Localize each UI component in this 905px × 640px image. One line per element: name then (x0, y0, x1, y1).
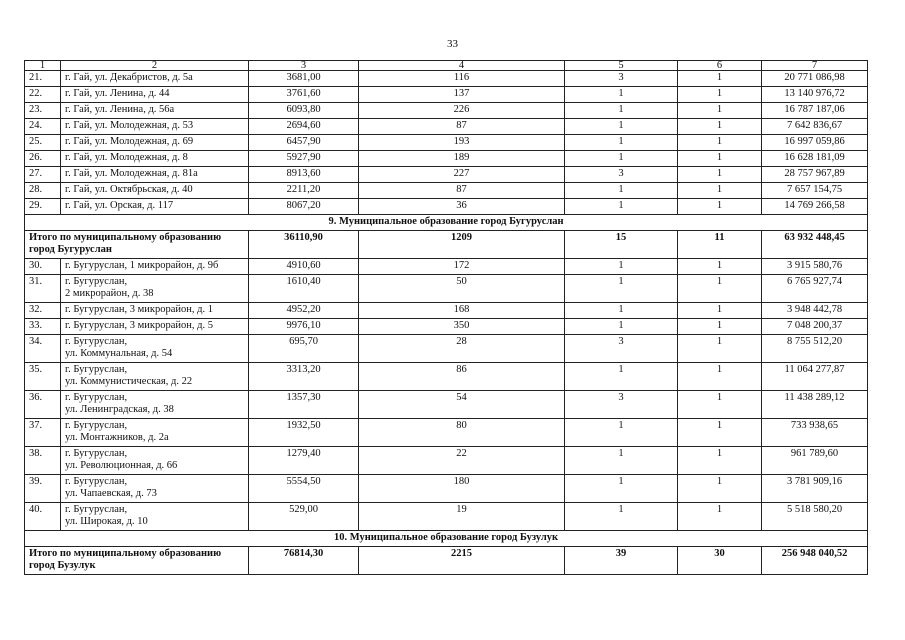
total-value: 256 948 040,52 (762, 547, 868, 575)
area-cell: 1357,30 (249, 391, 359, 419)
area-cell: 8067,20 (249, 199, 359, 215)
address-cell: г. Гай, ул. Молодежная, д. 8 (61, 151, 249, 167)
address-cell: г. Бугуруслан, 3 микрорайон, д. 5 (61, 319, 249, 335)
count-cell: 1 (678, 135, 762, 151)
count-cell: 1 (678, 167, 762, 183)
row-index: 25. (25, 135, 61, 151)
column-header: 3 (249, 61, 359, 71)
count-cell: 1 (678, 475, 762, 503)
count-cell: 1 (678, 259, 762, 275)
page-number: 33 (447, 38, 458, 50)
area-cell: 1932,50 (249, 419, 359, 447)
area-cell: 5554,50 (249, 475, 359, 503)
row-index: 37. (25, 419, 61, 447)
table-row (25, 391, 868, 419)
table-row (25, 183, 868, 199)
address-cell: г. Гай, ул. Молодежная, д. 69 (61, 135, 249, 151)
row-index: 30. (25, 259, 61, 275)
residents-cell: 226 (359, 103, 565, 119)
amount-cell: 14 769 266,58 (762, 199, 868, 215)
count-cell: 1 (565, 503, 678, 531)
table-body (25, 61, 868, 575)
address-cell: г. Гай, ул. Октябрьская, д. 40 (61, 183, 249, 199)
count-cell: 1 (565, 135, 678, 151)
count-cell: 1 (565, 119, 678, 135)
table-row (25, 135, 868, 151)
total-row (25, 547, 868, 575)
header-row (25, 61, 868, 71)
count-cell: 1 (678, 119, 762, 135)
area-cell: 3313,20 (249, 363, 359, 391)
row-index: 36. (25, 391, 61, 419)
amount-cell: 3 915 580,76 (762, 259, 868, 275)
address-cell: г. Бугуруслан, ул. Коммунальная, д. 54 (61, 335, 249, 363)
table-row (25, 71, 868, 87)
amount-cell: 11 438 289,12 (762, 391, 868, 419)
column-header: 1 (25, 61, 61, 71)
count-cell: 1 (565, 319, 678, 335)
area-cell: 2211,20 (249, 183, 359, 199)
address-cell: г. Бугуруслан, ул. Коммунистическая, д. 22 (61, 363, 249, 391)
amount-cell: 16 997 059,86 (762, 135, 868, 151)
total-label: Итого по муниципальному образованию город Бугуруслан (25, 231, 249, 259)
area-cell: 1610,40 (249, 275, 359, 303)
amount-cell: 3 781 909,16 (762, 475, 868, 503)
address-cell: г. Бугуруслан, 2 микрорайон, д. 38 (61, 275, 249, 303)
row-index: 24. (25, 119, 61, 135)
count-cell: 1 (678, 391, 762, 419)
address-cell: г. Бугуруслан, 1 микрорайон, д. 9б (61, 259, 249, 275)
total-label: Итого по муниципальному образованию город Бузулук (25, 547, 249, 575)
residents-cell: 28 (359, 335, 565, 363)
table-row (25, 335, 868, 363)
table-row (25, 119, 868, 135)
row-index: 32. (25, 303, 61, 319)
count-cell: 1 (678, 447, 762, 475)
table-row (25, 167, 868, 183)
total-value: 1209 (359, 231, 565, 259)
count-cell: 1 (678, 319, 762, 335)
address-cell: г. Бугуруслан, ул. Широкая, д. 10 (61, 503, 249, 531)
table-row (25, 199, 868, 215)
row-index: 29. (25, 199, 61, 215)
residents-cell: 54 (359, 391, 565, 419)
count-cell: 1 (565, 447, 678, 475)
residents-cell: 22 (359, 447, 565, 475)
data-table (24, 60, 868, 575)
count-cell: 1 (678, 363, 762, 391)
amount-cell: 5 518 580,20 (762, 503, 868, 531)
amount-cell: 6 765 927,74 (762, 275, 868, 303)
area-cell: 5927,90 (249, 151, 359, 167)
area-cell: 9976,10 (249, 319, 359, 335)
amount-cell: 733 938,65 (762, 419, 868, 447)
section-row (25, 215, 868, 231)
column-header: 5 (565, 61, 678, 71)
residents-cell: 87 (359, 183, 565, 199)
count-cell: 1 (565, 151, 678, 167)
table-row (25, 103, 868, 119)
table-row (25, 87, 868, 103)
count-cell: 1 (565, 275, 678, 303)
amount-cell: 7 657 154,75 (762, 183, 868, 199)
row-index: 40. (25, 503, 61, 531)
count-cell: 1 (678, 303, 762, 319)
row-index: 35. (25, 363, 61, 391)
count-cell: 1 (678, 275, 762, 303)
row-index: 38. (25, 447, 61, 475)
count-cell: 1 (678, 87, 762, 103)
address-cell: г. Гай, ул. Ленина, д. 56а (61, 103, 249, 119)
amount-cell: 16 628 181,09 (762, 151, 868, 167)
count-cell: 3 (565, 167, 678, 183)
count-cell: 1 (678, 335, 762, 363)
residents-cell: 50 (359, 275, 565, 303)
total-value: 30 (678, 547, 762, 575)
count-cell: 1 (678, 71, 762, 87)
count-cell: 1 (565, 475, 678, 503)
row-index: 23. (25, 103, 61, 119)
total-row (25, 231, 868, 259)
area-cell: 1279,40 (249, 447, 359, 475)
address-cell: г. Бугуруслан, ул. Чапаевская, д. 73 (61, 475, 249, 503)
total-value: 63 932 448,45 (762, 231, 868, 259)
total-value: 11 (678, 231, 762, 259)
row-index: 22. (25, 87, 61, 103)
row-index: 28. (25, 183, 61, 199)
column-header: 6 (678, 61, 762, 71)
amount-cell: 28 757 967,89 (762, 167, 868, 183)
section-row (25, 531, 868, 547)
residents-cell: 172 (359, 259, 565, 275)
section-title: 9. Муниципальное образование город Бугуруслан (25, 215, 868, 231)
residents-cell: 36 (359, 199, 565, 215)
amount-cell: 3 948 442,78 (762, 303, 868, 319)
area-cell: 6457,90 (249, 135, 359, 151)
residents-cell: 116 (359, 71, 565, 87)
count-cell: 1 (565, 303, 678, 319)
table-row (25, 259, 868, 275)
row-index: 21. (25, 71, 61, 87)
total-value: 36110,90 (249, 231, 359, 259)
count-cell: 3 (565, 335, 678, 363)
area-cell: 695,70 (249, 335, 359, 363)
column-header: 4 (359, 61, 565, 71)
count-cell: 3 (565, 71, 678, 87)
amount-cell: 7 642 836,67 (762, 119, 868, 135)
count-cell: 3 (565, 391, 678, 419)
area-cell: 4952,20 (249, 303, 359, 319)
residents-cell: 86 (359, 363, 565, 391)
address-cell: г. Гай, ул. Молодежная, д. 81а (61, 167, 249, 183)
table-row (25, 319, 868, 335)
amount-cell: 13 140 976,72 (762, 87, 868, 103)
count-cell: 1 (678, 103, 762, 119)
residents-cell: 189 (359, 151, 565, 167)
address-cell: г. Гай, ул. Молодежная, д. 53 (61, 119, 249, 135)
area-cell: 6093,80 (249, 103, 359, 119)
address-cell: г. Бугуруслан, ул. Монтажников, д. 2а (61, 419, 249, 447)
count-cell: 1 (565, 363, 678, 391)
residents-cell: 80 (359, 419, 565, 447)
count-cell: 1 (678, 503, 762, 531)
residents-cell: 227 (359, 167, 565, 183)
total-value: 39 (565, 547, 678, 575)
area-cell: 2694,60 (249, 119, 359, 135)
count-cell: 1 (565, 199, 678, 215)
residents-cell: 168 (359, 303, 565, 319)
column-header: 2 (61, 61, 249, 71)
amount-cell: 961 789,60 (762, 447, 868, 475)
count-cell: 1 (565, 419, 678, 447)
row-index: 39. (25, 475, 61, 503)
row-index: 27. (25, 167, 61, 183)
row-index: 26. (25, 151, 61, 167)
column-header: 7 (762, 61, 868, 71)
address-cell: г. Бугуруслан, ул. Ленинградская, д. 38 (61, 391, 249, 419)
residents-cell: 193 (359, 135, 565, 151)
address-cell: г. Гай, ул. Ленина, д. 44 (61, 87, 249, 103)
residents-cell: 87 (359, 119, 565, 135)
residents-cell: 350 (359, 319, 565, 335)
count-cell: 1 (565, 259, 678, 275)
table-row (25, 363, 868, 391)
amount-cell: 11 064 277,87 (762, 363, 868, 391)
table-row (25, 303, 868, 319)
area-cell: 3681,00 (249, 71, 359, 87)
section-title: 10. Муниципальное образование город Бузулук (25, 531, 868, 547)
table-row (25, 475, 868, 503)
count-cell: 1 (565, 183, 678, 199)
amount-cell: 20 771 086,98 (762, 71, 868, 87)
total-value: 2215 (359, 547, 565, 575)
count-cell: 1 (678, 151, 762, 167)
table-row (25, 503, 868, 531)
area-cell: 8913,60 (249, 167, 359, 183)
area-cell: 529,00 (249, 503, 359, 531)
table-row (25, 419, 868, 447)
row-index: 33. (25, 319, 61, 335)
amount-cell: 16 787 187,06 (762, 103, 868, 119)
table-row (25, 275, 868, 303)
residents-cell: 19 (359, 503, 565, 531)
row-index: 31. (25, 275, 61, 303)
residents-cell: 137 (359, 87, 565, 103)
amount-cell: 8 755 512,20 (762, 335, 868, 363)
count-cell: 1 (565, 103, 678, 119)
address-cell: г. Бугуруслан, ул. Революционная, д. 66 (61, 447, 249, 475)
total-value: 15 (565, 231, 678, 259)
count-cell: 1 (678, 419, 762, 447)
count-cell: 1 (565, 87, 678, 103)
residents-cell: 180 (359, 475, 565, 503)
count-cell: 1 (678, 183, 762, 199)
address-cell: г. Бугуруслан, 3 микрорайон, д. 1 (61, 303, 249, 319)
address-cell: г. Гай, ул. Декабристов, д. 5а (61, 71, 249, 87)
table-row (25, 447, 868, 475)
amount-cell: 7 048 200,37 (762, 319, 868, 335)
row-index: 34. (25, 335, 61, 363)
count-cell: 1 (678, 199, 762, 215)
table-row (25, 151, 868, 167)
address-cell: г. Гай, ул. Орская, д. 117 (61, 199, 249, 215)
area-cell: 4910,60 (249, 259, 359, 275)
area-cell: 3761,60 (249, 87, 359, 103)
total-value: 76814,30 (249, 547, 359, 575)
